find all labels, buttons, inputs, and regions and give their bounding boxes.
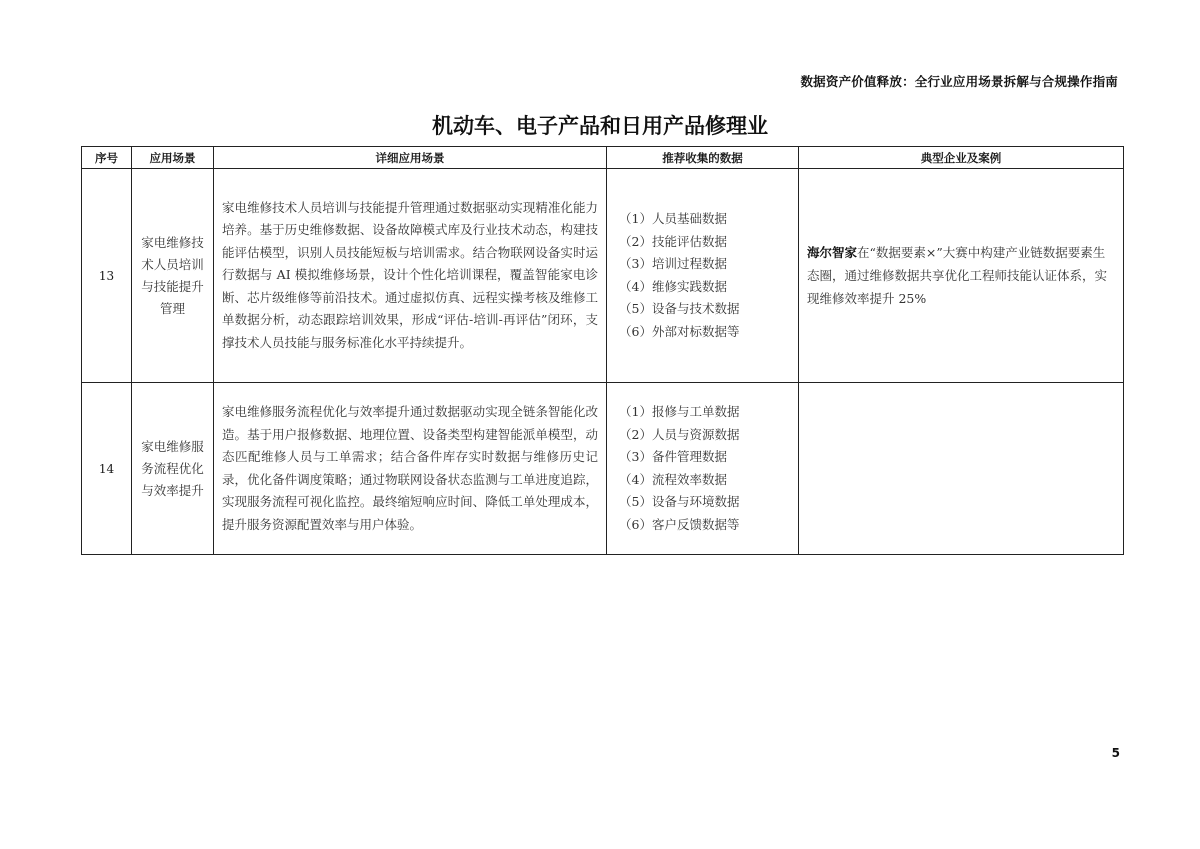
data-item: （6）外部对标数据等 [619,323,740,339]
data-item: （5）设备与环境数据 [619,494,740,509]
scenario-table [81,146,1124,555]
data-item: （6）客户反馈数据等 [619,516,740,532]
scene-name: 家电维修技术人员培训与技能提升管理 [132,169,214,383]
scene-name: 家电维修服务流程优化与效率提升 [132,383,214,555]
scene-detail: 家电维修技术人员培训与技能提升管理通过数据驱动实现精准化能力培养。基于历史维修数据、设备故障模式库及行业技术动态，构建技能评估模型，识别人员技能短板与培训需求。结合物联网设备实时运行数据与 AI 模拟维修场景，设计个性化培训课程，覆盖智能家电诊断、芯片级维修等前沿技术。通过虚拟仿真、远程实操考核及维修工单数据分析，动态跟踪培训效果，形成“评估-培训-再评估”闭环，支撑技术人员技能与服务标准化水平持续提升。 [214,169,607,383]
page-number: 5 [1111,746,1120,760]
data-list [619,208,786,343]
row-number: 13 [82,169,132,383]
header-scene: 应用场景 [132,147,214,169]
table-row [82,169,1124,383]
data-item: （5）设备与技术数据 [619,301,740,316]
case-cell [799,169,1124,383]
data-item: （1）报修与工单数据 [619,404,740,419]
data-item: （4）流程效率数据 [619,471,727,487]
table-header-row [82,147,1124,169]
header-detail: 详细应用场景 [214,147,607,169]
table-row [82,383,1124,555]
case-text: 在“数据要素×”大赛中构建产业链数据要素生态圈，通过维修数据共享优化工程师技能认证体系，实现维修效率提升 25% [807,245,1108,306]
data-item: （1）人员基础数据 [619,211,727,226]
data-item: （4）维修实践数据 [619,278,727,294]
data-item: （2）技能评估数据 [619,233,727,249]
scene-detail: 家电维修服务流程优化与效率提升通过数据驱动实现全链条智能化改造。基于用户报修数据、地理位置、设备类型构建智能派单模型，动态匹配维修人员与工单需求；结合备件库存实时数据与维修历史记录，优化备件调度策略；通过物联网设备状态监测与工单进度追踪，实现服务流程可视化监控。最终缩短响应时间、降低工单处理成本，提升服务资源配置效率与用户体验。 [214,383,607,555]
header-case: 典型企业及案例 [799,147,1124,169]
data-item: （2）人员与资源数据 [619,426,740,442]
case-cell [799,383,1124,555]
data-list [619,401,786,536]
recommended-data [607,383,799,555]
recommended-data [607,169,799,383]
data-item: （3）培训过程数据 [619,256,727,271]
row-number: 14 [82,383,132,555]
header-no: 序号 [82,147,132,169]
data-item: （3）备件管理数据 [619,449,727,464]
running-header: 数据资产价值释放：全行业应用场景拆解与合规操作指南 [800,74,1118,89]
section-title: 机动车、电子产品和日用产品修理业 [432,114,768,138]
header-data: 推荐收集的数据 [607,147,799,169]
case-company: 海尔智家 [807,245,858,260]
